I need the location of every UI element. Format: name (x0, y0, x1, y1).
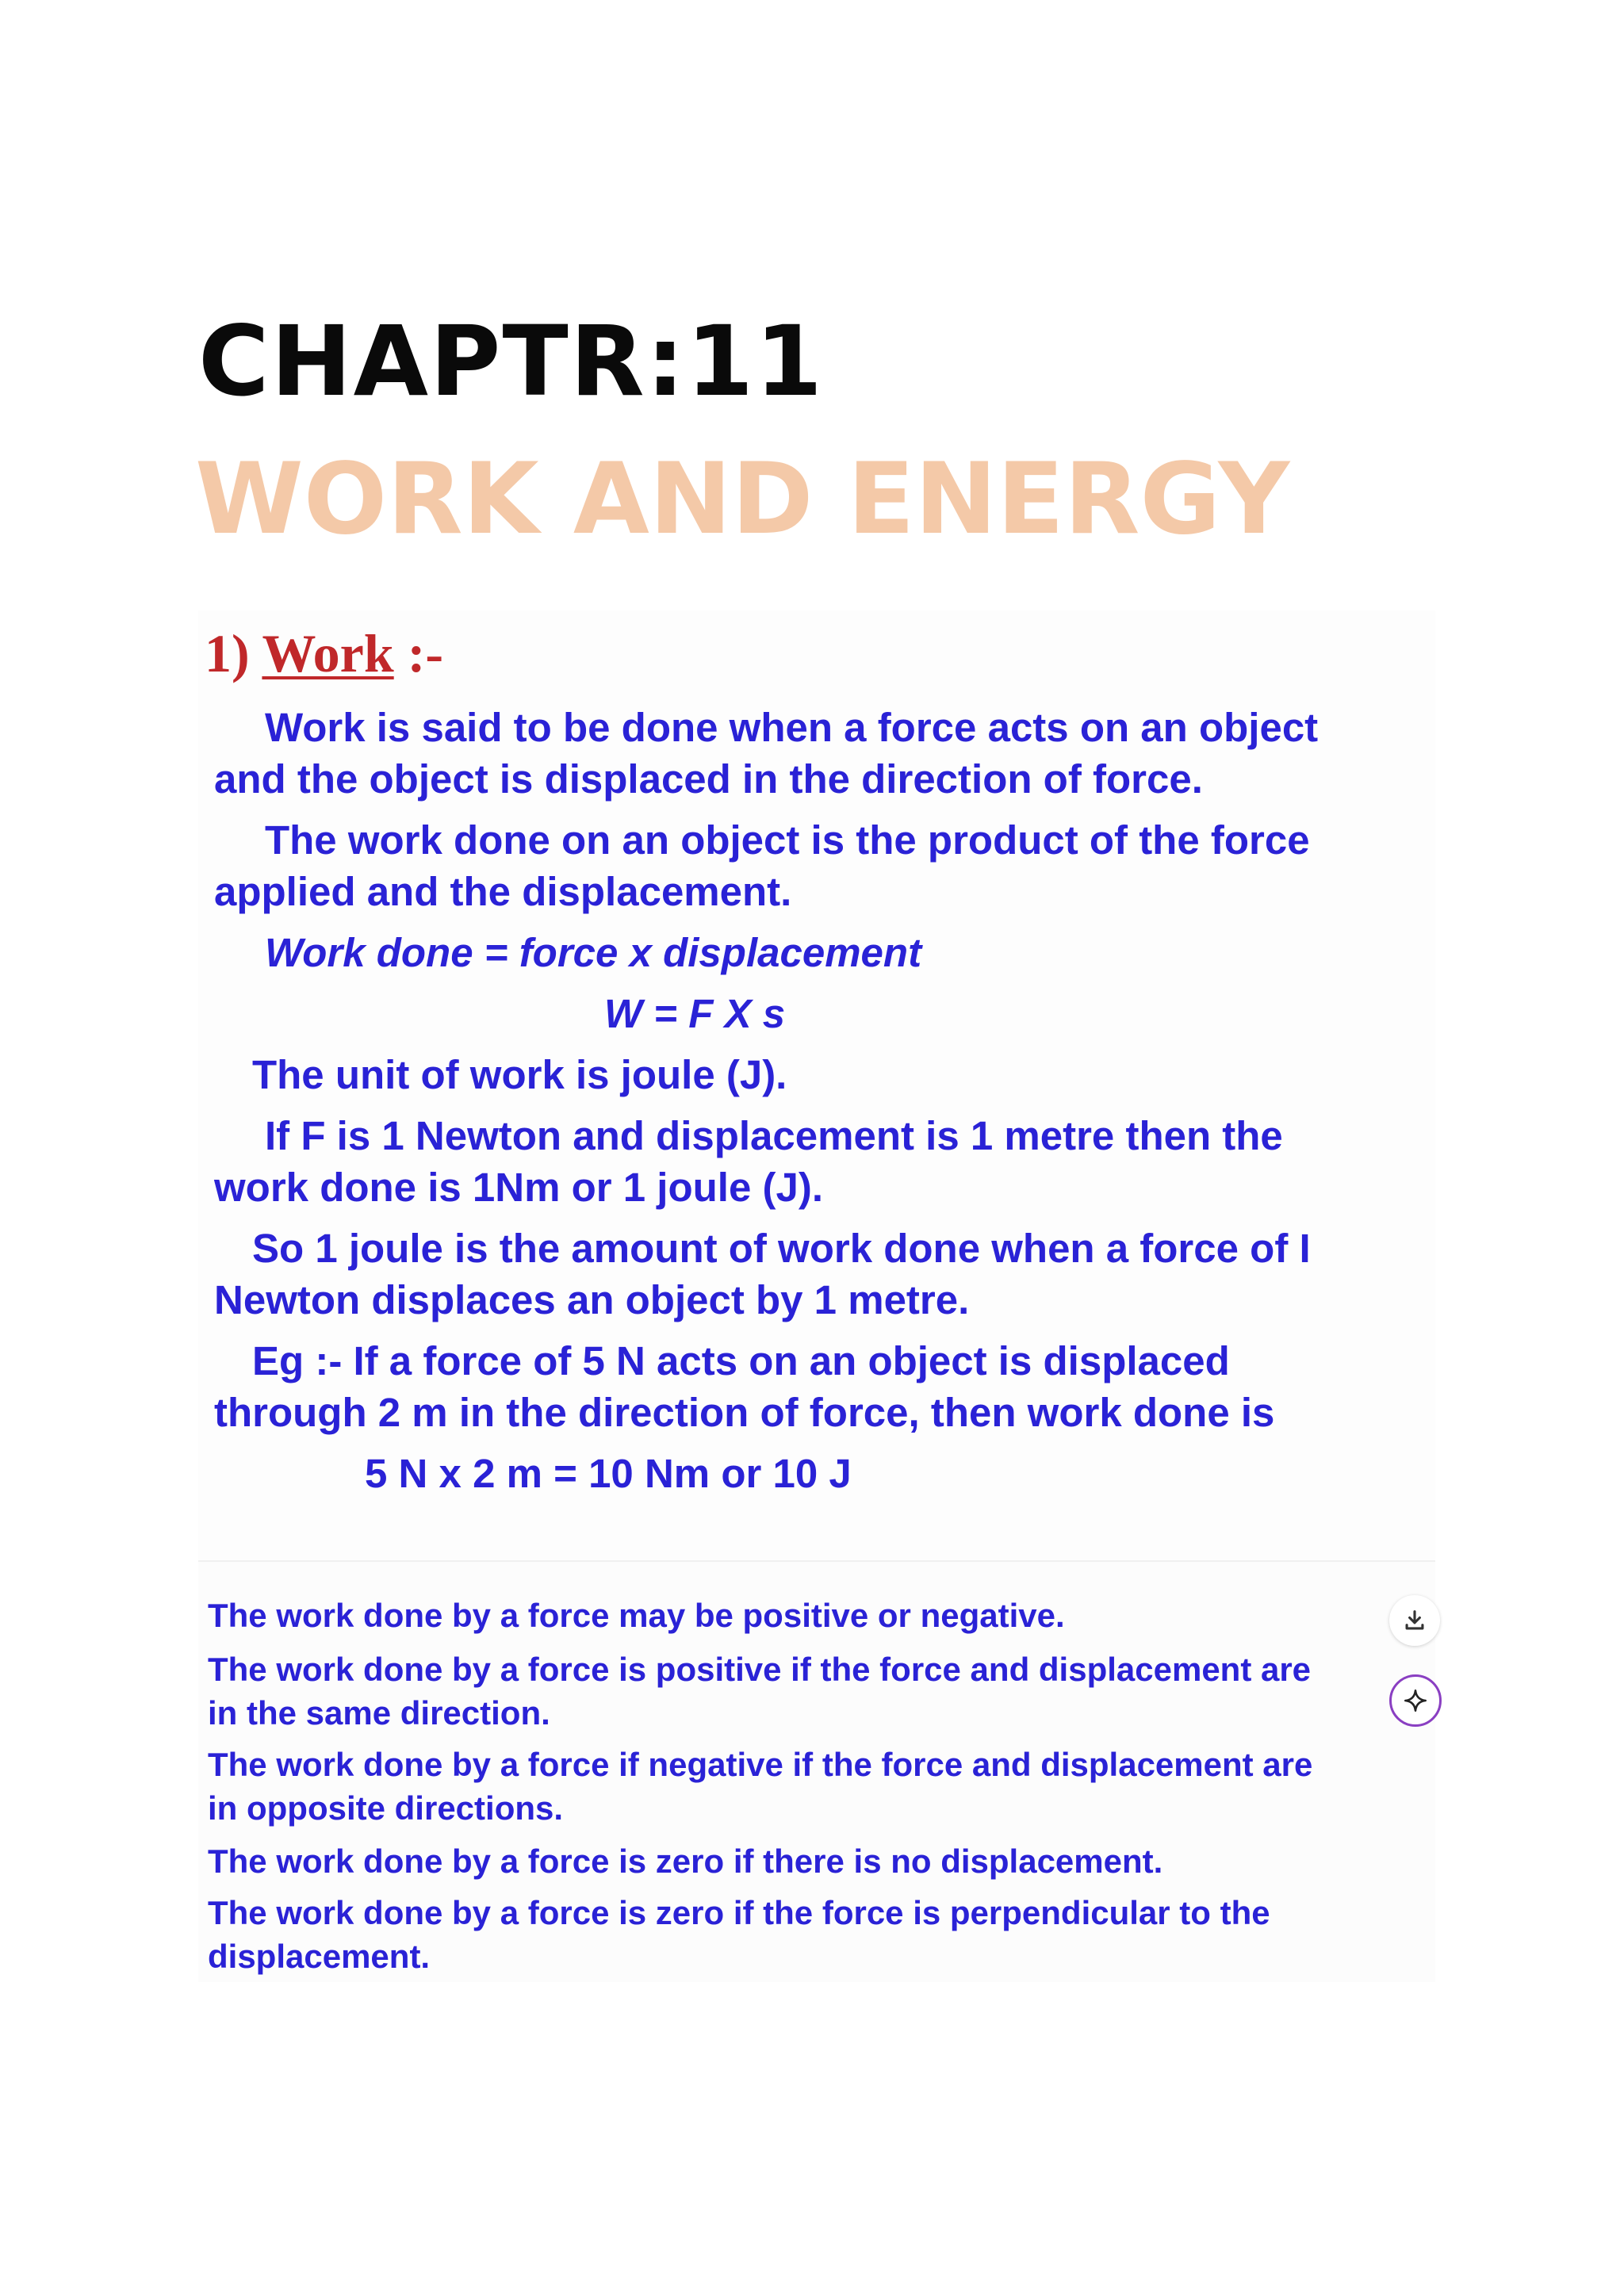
sign-line-8: displacement. (208, 1938, 431, 1975)
sign-line-4 (208, 1743, 1445, 1786)
sign-line-7 (208, 1891, 1445, 1934)
sign-text-7: The work done by a force is zero if the force is perpendicular to the (208, 1894, 1270, 1931)
example-result-text: 5 N x 2 m = 10 Nm or 10 J (365, 1451, 852, 1496)
sign-line-3: in the same direction. (208, 1694, 550, 1732)
chapter-number: CHAPTR:11 (198, 305, 825, 418)
section-suffix: :- (407, 623, 443, 683)
section-number: 1) (205, 623, 250, 683)
sign-line-6 (208, 1839, 1445, 1883)
section-title: Work (262, 623, 394, 683)
formula-words (214, 927, 1435, 978)
unit-text: The unit of work is joule (J). (252, 1052, 787, 1097)
sign-text-6: The work done by a force is zero if there is no displacement. (208, 1843, 1163, 1880)
download-button[interactable] (1389, 1595, 1440, 1646)
section-heading (205, 623, 443, 683)
sign-line-5: in opposite directions. (208, 1789, 564, 1827)
unit-line (214, 1049, 1435, 1100)
chapter-title: WORK AND ENERGY (195, 442, 1290, 557)
product-line-2: applied and the displacement. (214, 869, 792, 914)
definition-line-1 (214, 702, 1435, 753)
joule-text-1: So 1 joule is the amount of work done when a force of I (252, 1226, 1311, 1271)
newton-line-1 (214, 1110, 1435, 1161)
sign-text-4: The work done by a force if negative if the force and displacement are (208, 1746, 1313, 1783)
sign-line-1 (208, 1594, 1445, 1637)
sign-line-2 (208, 1647, 1445, 1691)
joule-line-2: Newton displaces an object by 1 metre. (214, 1277, 970, 1322)
definition-text-1: Work is said to be done when a force acts on an object (265, 705, 1319, 750)
joule-line-1 (214, 1223, 1435, 1274)
formula-symbols-text: W = F X s (604, 991, 786, 1036)
product-line-1 (214, 814, 1435, 866)
ai-assist-button[interactable] (1389, 1674, 1442, 1727)
sparkle-icon (1402, 1687, 1429, 1714)
formula-words-text: Work done = force x displacement (265, 930, 922, 975)
example-result (214, 1448, 1435, 1499)
download-icon (1401, 1607, 1428, 1634)
example-line-1 (214, 1335, 1435, 1387)
product-text-1: The work done on an object is the product of the force (265, 817, 1310, 863)
sign-text-2: The work done by a force is positive if the force and displacement are (208, 1651, 1312, 1688)
example-line-2: through 2 m in the direction of force, then work done is (214, 1390, 1275, 1435)
sign-text-1: The work done by a force may be positive or negative. (208, 1597, 1065, 1634)
formula-symbols (214, 988, 1435, 1039)
newton-text-1: If F is 1 Newton and displacement is 1 metre then the (265, 1113, 1283, 1158)
definition-line-2: and the object is displaced in the direction of force. (214, 756, 1203, 802)
newton-line-2: work done is 1Nm or 1 joule (J). (214, 1165, 823, 1210)
example-text-1: Eg :- If a force of 5 N acts on an object is displaced (252, 1338, 1230, 1383)
